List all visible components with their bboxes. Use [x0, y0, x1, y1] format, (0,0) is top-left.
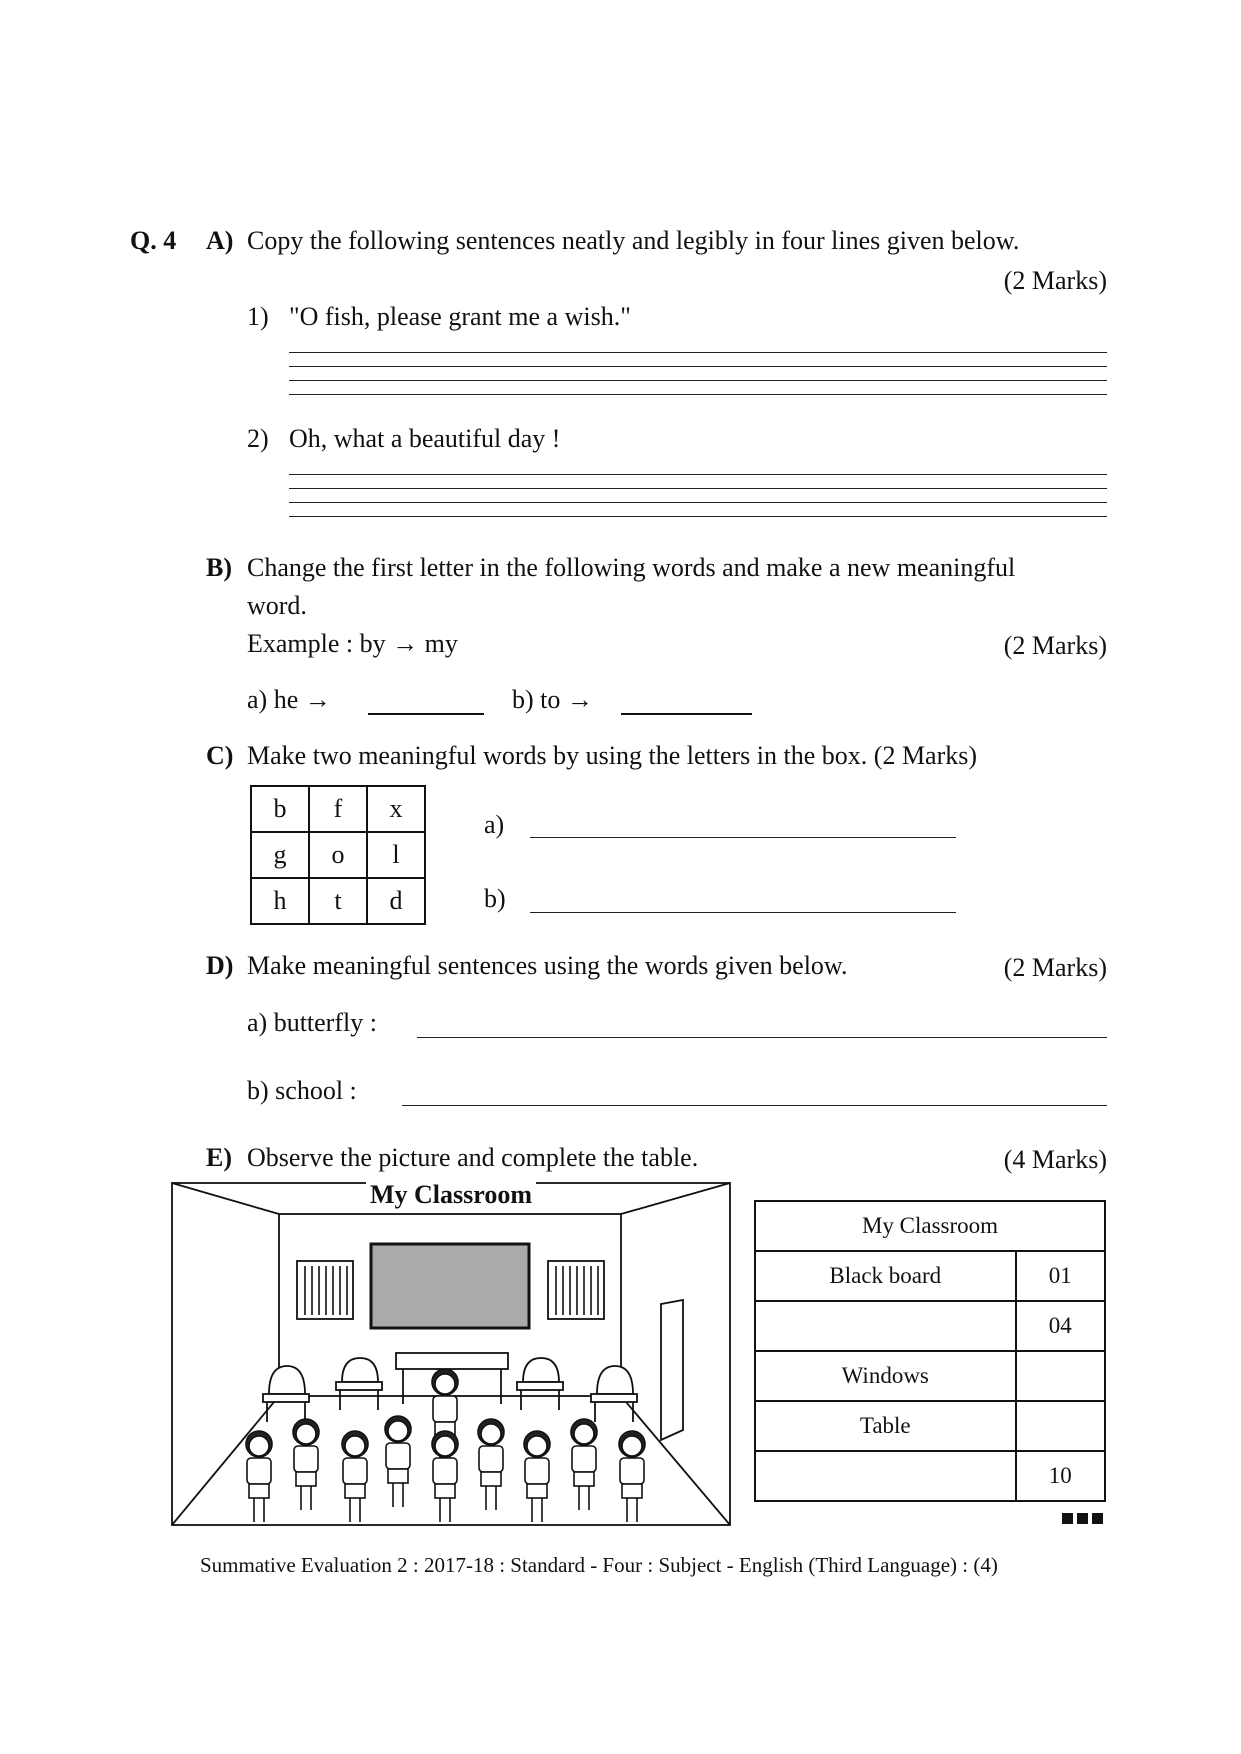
writing-lines-1[interactable] — [289, 352, 1107, 408]
a-item-2-text: Oh, what a beautiful day ! — [289, 424, 561, 453]
section-e-label: E) — [206, 1143, 232, 1172]
table-cell-count-blank[interactable] — [1016, 1351, 1105, 1401]
section-b-marks: (2 Marks) — [1003, 631, 1107, 660]
letter-grid — [250, 785, 426, 925]
section-b-instruction-2: word. — [247, 591, 307, 620]
b-item-b: b) to → — [512, 685, 593, 714]
section-d-instruction: Make meaningful sentences using the words given below. — [247, 951, 848, 980]
d-answer-b-line[interactable] — [402, 1105, 1107, 1106]
table-cell-item: Windows — [755, 1351, 1016, 1401]
c-answer-b-line[interactable] — [530, 912, 956, 913]
classroom-table — [754, 1200, 1106, 1502]
section-c-instruction: Make two meaningful words by using the letters in the box. (2 Marks) — [247, 741, 978, 770]
section-a-marks: (2 Marks) — [1003, 266, 1107, 295]
section-e-instruction: Observe the picture and complete the table. — [247, 1143, 699, 1172]
grid-cell: t — [309, 878, 367, 924]
d-answer-a-line[interactable] — [417, 1037, 1107, 1038]
d-item-b: b) school : — [247, 1076, 357, 1105]
grid-cell: g — [251, 832, 309, 878]
end-marker — [1077, 1513, 1088, 1524]
grid-cell: x — [367, 786, 425, 832]
classroom-table-header: My Classroom — [755, 1201, 1105, 1251]
table-cell-item: Black board — [755, 1251, 1016, 1301]
end-marker — [1092, 1513, 1103, 1524]
grid-cell: b — [251, 786, 309, 832]
b-answer-a-blank[interactable] — [368, 713, 484, 715]
question-number: Q. 4 — [130, 226, 177, 255]
c-answer-a-line[interactable] — [530, 837, 956, 838]
d-item-a: a) butterfly : — [247, 1008, 377, 1037]
b-answer-b-blank[interactable] — [621, 713, 752, 715]
grid-cell: f — [309, 786, 367, 832]
table-cell-count-blank[interactable] — [1016, 1401, 1105, 1451]
c-answer-a-label: a) — [484, 810, 505, 839]
table-cell-item-blank[interactable] — [755, 1451, 1016, 1501]
table-cell-count: 10 — [1016, 1451, 1105, 1501]
c-answer-b-label: b) — [484, 884, 506, 913]
section-a-label: A) — [206, 226, 234, 255]
b-item-a: a) he → — [247, 685, 331, 714]
section-a-instruction: Copy the following sentences neatly and legibly in four lines given below. — [247, 226, 1020, 255]
grid-cell: l — [367, 832, 425, 878]
grid-cell: d — [367, 878, 425, 924]
page-footer: Summative Evaluation 2 : 2017-18 : Standard - Four : Subject - English (Third Language) : (4) — [200, 1553, 998, 1577]
table-cell-count: 01 — [1016, 1251, 1105, 1301]
classroom-picture — [171, 1182, 731, 1526]
table-cell-count: 04 — [1016, 1301, 1105, 1351]
section-c-label: C) — [206, 741, 234, 770]
table-cell-item-blank[interactable] — [755, 1301, 1016, 1351]
section-b-instruction-1: Change the first letter in the following words and make a new meaningful — [247, 553, 1016, 582]
grid-cell: h — [251, 878, 309, 924]
picture-title: My Classroom — [171, 1180, 731, 1210]
section-b-example: Example : by → my — [247, 629, 458, 658]
section-b-label: B) — [206, 553, 232, 582]
a-item-1-num: 1) — [247, 302, 269, 331]
section-d-marks: (2 Marks) — [1003, 953, 1107, 982]
section-d-label: D) — [206, 951, 234, 980]
grid-cell: o — [309, 832, 367, 878]
table-cell-item: Table — [755, 1401, 1016, 1451]
end-marker — [1062, 1513, 1073, 1524]
a-item-2-num: 2) — [247, 424, 269, 453]
a-item-1-text: "O fish, please grant me a wish." — [289, 302, 631, 331]
writing-lines-2[interactable] — [289, 474, 1107, 530]
section-e-marks: (4 Marks) — [1003, 1145, 1107, 1174]
